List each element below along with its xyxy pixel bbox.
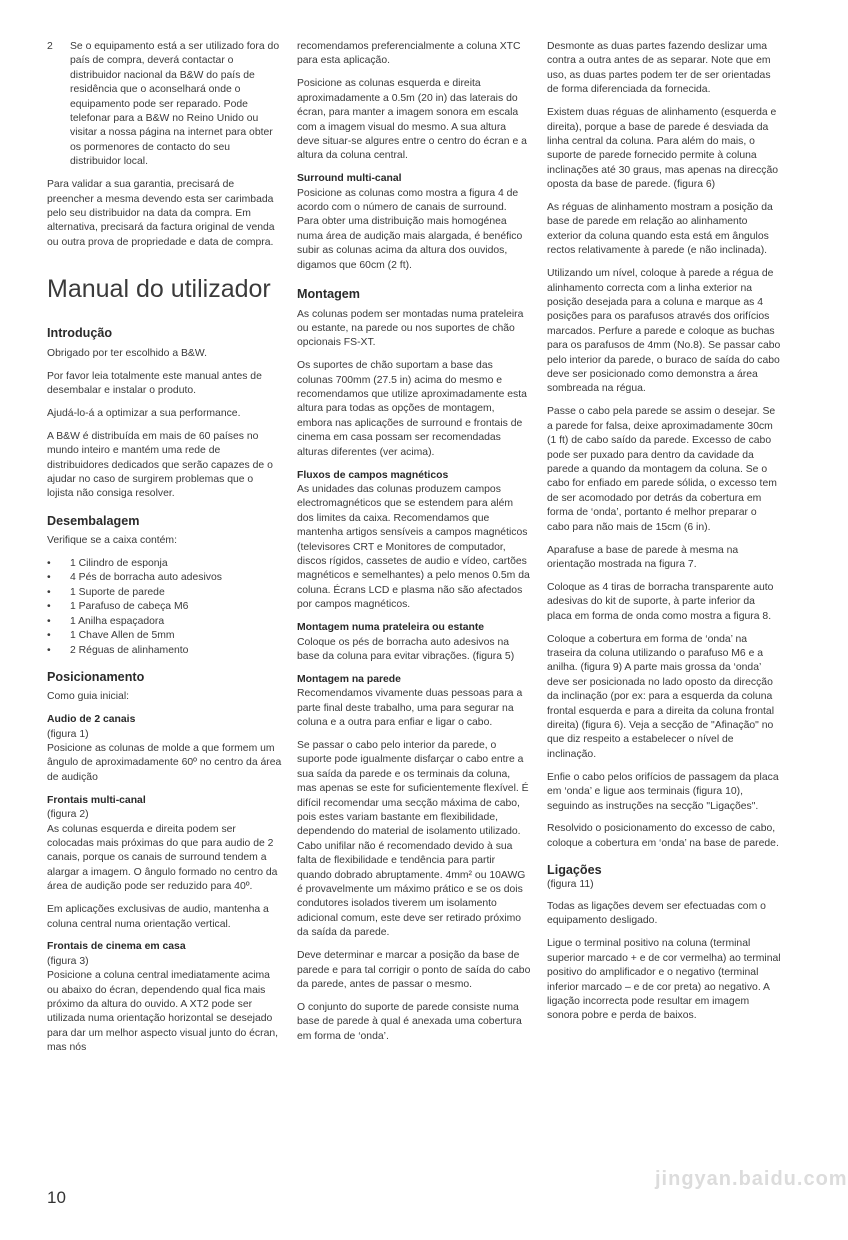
col3-paragraph-8: Coloque a cobertura em forma de ‘onda’ na traseira da coluna utilizando o parafuso M6 e a anilha. (figura 9) A parte mais grossa da ‘onda’ deve ser posicionada no lado oposto da direcção da inclinação (por ex: para a esquerda da coluna frontal esquerda e para a direita da coluna frontal direita) (figura 6). Veja a secção de "Afinação" no que diz respeito a estabelecer o nível de inclinação.: [547, 633, 775, 760]
cinema-title: Frontais de cinema em casa: [47, 941, 186, 953]
mounting-heading: Montagem: [297, 287, 360, 302]
col3-paragraph-7: Coloque as 4 tiras de borracha transparente auto adesivas do kit de suporte, à parte inferior da placa em forma de onda como mostra a figura 8.: [547, 581, 774, 622]
front-multichannel-title: Frontais multi-canal: [47, 794, 146, 806]
bullet-icon: •: [47, 630, 51, 642]
col2-paragraph-1: recomendamos preferencialmente a coluna XTC para esta aplicação.: [297, 41, 521, 67]
connections-heading: Ligações: [547, 863, 602, 878]
col3-paragraph-3: As réguas de alinhamento mostram a posição da base de parede em relação ao alinhamento exterior da coluna quando esta está em ângulos rectos relativamente à parede (e não inclinada).: [547, 202, 773, 257]
list-item: • 1 Cilindro de esponja: [47, 557, 282, 571]
audio2-figure-ref: (figura 1): [47, 728, 89, 740]
col2-paragraph-2: Posicione as colunas esquerda e direita aproximadamente a 0.5m (20 in) das laterais do écran, para manter a imagem sonora em escala com a imagem visual do mesmo. A sua altura deve situar-se algures entre o centro do écran e a altura da coluna central.: [297, 78, 527, 162]
cinema-figure-ref: (figura 3): [47, 955, 89, 967]
wall-paragraph-4: O conjunto do suporte de parede consiste numa base de parede à qual é anexada uma cobertura em forma de ‘onda’.: [297, 1001, 522, 1042]
list-item: • 1 Anilha espaçadora: [47, 615, 282, 629]
col3-paragraph-10: Resolvido o posicionamento do excesso de cabo, coloque a cobertura em ‘onda’ na base de parede.: [547, 823, 779, 849]
bullet-icon: •: [47, 601, 51, 613]
bullet-icon: •: [47, 615, 51, 627]
unpack-intro: Verifique se a caixa contém:: [47, 535, 177, 547]
col3-paragraph-2: Existem duas réguas de alinhamento (esquerda e direita), porque a base de parede é desviada da linha central da coluna. Para além do mais, o suporte de parede fornecido permite à coluna inclinações até 30 graus, mas apenas na direcção oposta da base de parede. (figura 6): [547, 107, 779, 191]
watermark: jingyan.baidu.com: [655, 1168, 848, 1190]
intro-paragraph-4: A B&W é distribuída em mais de 60 países no mundo inteiro e mantém uma rede de distribuidores dedicados que serão capazes de o ajudar no caso de surgirem problemas que o lojista não consiga resolver.: [47, 430, 273, 500]
page-number: 10: [47, 1188, 66, 1207]
front-paragraph-2: Em aplicações exclusivas de audio, mantenha a coluna central numa orientação vertical.: [47, 904, 269, 930]
unpack-heading: Desembalagem: [47, 513, 140, 528]
list-item: • 4 Pés de borracha auto adesivos: [47, 571, 282, 585]
list-item: • 1 Chave Allen de 5mm: [47, 629, 282, 643]
audio2-title: Audio de 2 canais: [47, 714, 136, 726]
positioning-heading: Posicionamento: [47, 669, 145, 684]
col3-paragraph-1: Desmonte as duas partes fazendo deslizar uma contra a outra antes de as separar. Note que em uso, as duas partes podem ter de ser orientadas de forma diferenciada da fornecida.: [547, 41, 771, 96]
wall-paragraph-3: Deve determinar e marcar a posição da base de parede e para tal corrigir o ponto de saída do cabo da parede, antes de passar o mesmo.: [297, 950, 531, 990]
bullet-icon: •: [47, 572, 51, 584]
wall-text: Recomendamos vivamente duas pessoas para a parte final deste trabalho, uma para segurar na coluna e a outra para enfiar e ligar o cabo.: [297, 688, 523, 729]
surround-text: Posicione as colunas como mostra a figura 4 de acordo com o número de canais de surround. Para obter uma distribuição mais homogénea numa área de audição mais alargada, é benéfico subir as colunas acima da altura dos ouvidos, digamos que 60cm (2 ft).: [297, 187, 523, 271]
wall-paragraph-2: Se passar o cabo pelo interior da parede, o suporte pode igualmente disfarçar o cabo entre a sua saída da parede e os terminais da coluna, mas apenas se este for suficientemente flexível. É difícil recomendar uma secção máxima de cabo, pois estes variam bastante em flexibilidade, dependendo do material de isolamento utilizado. Cabo unifilar não é recomendado devido à sua falta de flexibilidade e tendência para partir quando dobrado abruptamente. 4mm² ou 10AWG é provavelmente um máximo prático e se os dois condutores isolados tiverem um isolamento adicional comum, este deve ser retirado próximo da saída da parede.: [297, 739, 529, 939]
col3-paragraph-4: Utilizando um nível, coloque à parede a régua de alinhamento correcta com a linha exterior na posição desejada para a coluna e marque as 4 posições para os parafusos através dos orifícios marcados. Perfure a parede e coloque as buchas para os parafusos de 4mm (No.8). Se passar cabo pelo interior da parede, o buraco de saída do cabo deve ser posicionado como demonstra a área sombreada na régua.: [547, 268, 781, 395]
col3-paragraph-9: Enfie o cabo pelos orifícios de passagem da placa em ‘onda’ e ligue aos terminais (figura 10), seguindo as instruções na secção "Ligações".: [547, 771, 779, 812]
bullet-icon: •: [47, 586, 51, 598]
wall-title: Montagem na parede: [297, 673, 401, 685]
column-1: [47, 40, 282, 1064]
shelf-text: Coloque os pés de borracha auto adesivos na base da coluna para evitar vibrações. (figura 5): [297, 636, 515, 662]
intro-paragraph-3: Ajudá-lo-á a optimizar a sua performance.: [47, 407, 241, 419]
connections-paragraph-1: Todas as ligações devem ser efectuadas com o equipamento desligado.: [547, 901, 766, 927]
col3-paragraph-5: Passe o cabo pela parede se assim o desejar. Se a parede for falsa, deixe aproximadamente 30cm (1 ft) de cabo saído da parede. Excesso de cabo pode ser puxado para dentro da cavidade da parede a quando da montagem da coluna. Se o cabo for enfiado em parede sólida, o excesso tem de ser acomodado por detrás da cobertura em forma de ‘onda’, portanto é melhor preparar o cabo para não mais de 15cm (6 in).: [547, 406, 777, 533]
item-number: 2: [47, 41, 53, 52]
surround-title: Surround multi-canal: [297, 173, 402, 185]
connections-figure-ref: (figura 11): [547, 878, 594, 890]
list-item: • 1 Parafuso de cabeça M6: [47, 600, 282, 614]
list-item: • 1 Suporte de parede: [47, 586, 282, 600]
magnetic-title: Fluxos de campos magnéticos: [297, 469, 449, 481]
audio2-text: Posicione as colunas de molde a que formem um ângulo de aproximadamente 60º no centro da área de audição: [47, 743, 282, 783]
intro-paragraph-1: Obrigado por ter escolhido a B&W.: [47, 347, 207, 359]
magnetic-text: As unidades das colunas produzem campos electromagnéticos que se estendem para além dos limites da caixa. Recomendamos que mantenha artigos sensíveis a campos magnéticos (televisores CRT e Monitores de computador, discos rígidos, cassetes de audio e vídeo, cartões magnéticos e semelhantes) a pelo menos 0.5m da coluna. Écrans LCD e plasma não são afectados por campos magnéticos.: [297, 483, 530, 611]
warranty-paragraph: Para validar a sua garantia, precisará de preencher a mesma devendo esta ser carimbada pelo seu distribuidor na data da compra. Em alternativa, precisará da factura original de venda ou outra prova de propriedade e data de compra.: [47, 179, 275, 248]
intro-paragraph-2: Por favor leia totalmente este manual antes de desembalar e instalar o produto.: [47, 370, 262, 396]
shelf-title: Montagem numa prateleira ou estante: [297, 622, 485, 634]
col3-paragraph-6: Aparafuse a base de parede à mesma na orientação mostrada na figura 7.: [547, 544, 739, 570]
bullet-icon: •: [47, 644, 51, 656]
column-2: [297, 40, 531, 1053]
bullet-icon: •: [47, 558, 51, 570]
front-text: As colunas esquerda e direita podem ser colocadas mais próximas do que para audio de 2 canais, porque os canais de surround tendem a alargar a imagem. O ângulo formado no centro da área de audição pode ser reduzido para 40º.: [47, 823, 278, 893]
list-item: • 2 Réguas de alinhamento: [47, 644, 282, 658]
intro-heading: Introdução: [47, 326, 113, 341]
cinema-text: Posicione a coluna central imediatamente acima ou abaixo do écran, dependendo qual fica mais próximo da altura do ouvido. A XT2 pode ser utilizada numa orientação horizontal se desejado para dar um melhor aspecto visual junto do écran, mas nós: [47, 970, 279, 1054]
manual-title: Manual do utilizador: [47, 275, 271, 304]
front-figure-ref: (figura 2): [47, 809, 89, 821]
connections-paragraph-2: Ligue o terminal positivo na coluna (terminal superior marcado + e de cor vermelha) ao terminal positivo do amplificador e o negativo (terminal inferior marcado – e de cor preta) ao negativo. A ligação incorrecta pode resultar em imagem sonora pobre e perda de baixos.: [547, 938, 781, 1022]
item-text: Se o equipamento está a ser utilizado fora do país de compra, deverá contactar o distribuidor nacional da B&W do país de residência que o aconselhará onde o equipamento pode ser reparado. Pode telefonar para a B&W no Reino Unido ou visitar a nossa página na internet para obter os pormenores de contacto do seu distribuidor local.: [70, 41, 280, 168]
numbered-item-2: [47, 40, 282, 170]
unpack-list: [47, 557, 282, 658]
column-3: [547, 40, 782, 1032]
mounting-paragraph-2: Os suportes de chão suportam a base das colunas 700mm (27.5 in) acima do mesmo e recomendamos que utilize aproximadamente esta altura para todas as opções de montagem, embora nas aplicações de surround e frontais de cinema em casa possam ser recomendadas alturas diferentes (ver acima).: [297, 360, 527, 458]
mounting-paragraph-1: As colunas podem ser montadas numa prateleira ou estante, na parede ou nos suportes de chão opcionais FS-XT.: [297, 308, 524, 349]
positioning-intro: Como guia inicial:: [47, 691, 130, 703]
